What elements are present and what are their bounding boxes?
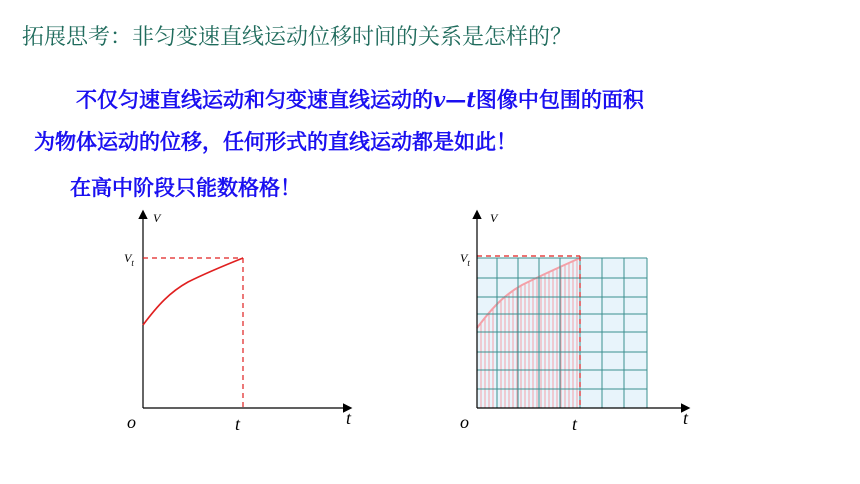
right-origin-label: o	[460, 412, 469, 432]
right-y-axis-label: V	[490, 211, 498, 225]
slide-title: 拓展思考：非匀变速直线运动位移时间的关系是怎样的？	[22, 25, 573, 50]
right-graph	[460, 211, 689, 434]
dash-symbol: —	[445, 87, 467, 112]
t-symbol: t	[466, 87, 476, 112]
left-graph	[124, 211, 352, 434]
left-x-axis-label: t	[346, 408, 352, 428]
right-vt-label: $V_t$	[460, 251, 470, 268]
left-origin-label: o	[127, 412, 136, 432]
v-symbol: v	[433, 87, 446, 112]
line1-text-a: 不仅匀速直线运动和匀变速直线运动的	[76, 87, 433, 112]
left-velocity-curve	[143, 258, 243, 325]
paragraph-line-3: 在高中阶段只能数格格！	[70, 175, 301, 200]
left-vt-label: $V_t$	[124, 251, 134, 268]
right-t-mark: t	[572, 414, 578, 434]
left-y-axis-label: V	[153, 211, 161, 225]
left-t-mark: t	[235, 414, 241, 434]
paragraph-line-2: 为物体运动的位移，任何形式的直线运动都是如此！	[34, 129, 517, 154]
right-x-axis-label: t	[683, 408, 689, 428]
line1-text-b: 图像中包围的面积	[475, 87, 644, 112]
